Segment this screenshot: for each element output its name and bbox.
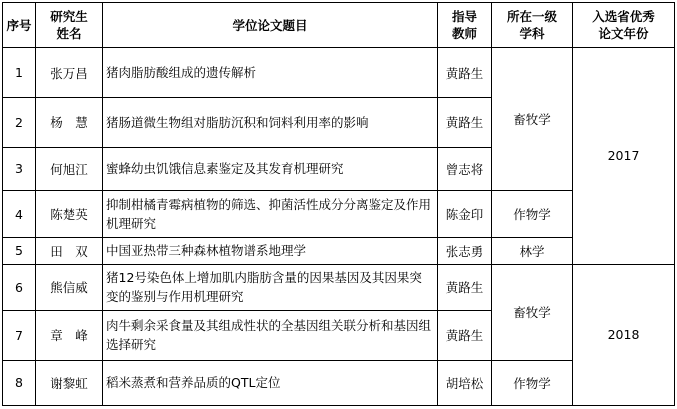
row-thesis-title: 抑制柑橘青霉病植物的筛选、抑菌活性成分分离鉴定及作用机理研究 [103, 190, 438, 237]
header-title: 学位论文题目 [103, 3, 438, 48]
table-row [3, 48, 675, 98]
row-advisor: 曾志将 [438, 147, 492, 190]
discipline-cell: 作物学 [492, 190, 573, 237]
year-cell: 2017 [573, 48, 675, 264]
row-advisor: 黄路生 [438, 48, 492, 98]
row-student-name: 章 峰 [36, 311, 103, 361]
row-no: 2 [3, 97, 36, 147]
row-no: 1 [3, 48, 36, 98]
table-row [3, 264, 675, 310]
row-thesis-title: 蜜蜂幼虫饥饿信息素鉴定及其发育机理研究 [103, 147, 438, 190]
row-no: 8 [3, 360, 36, 405]
header-discipline: 所在一级 学科 [492, 3, 573, 48]
row-thesis-title: 猪肠道微生物组对脂肪沉积和饲料利用率的影响 [103, 97, 438, 147]
header-student: 研究生 姓名 [36, 3, 103, 48]
row-no: 3 [3, 147, 36, 190]
row-advisor: 胡培松 [438, 360, 492, 405]
row-student-name: 陈楚英 [36, 190, 103, 237]
row-thesis-title: 稻米蒸煮和营养品质的QTL定位 [103, 360, 438, 405]
row-student-name: 杨 慧 [36, 97, 103, 147]
row-thesis-title: 猪肉脂肪酸组成的遗传解析 [103, 48, 438, 98]
row-advisor: 黄路生 [438, 311, 492, 361]
row-student-name: 何旭江 [36, 147, 103, 190]
discipline-cell: 作物学 [492, 360, 573, 405]
discipline-cell: 畜牧学 [492, 264, 573, 360]
discipline-cell: 畜牧学 [492, 48, 573, 190]
row-no: 6 [3, 264, 36, 310]
row-thesis-title: 肉牛剩余采食量及其组成性状的全基因组关联分析和基因组选择研究 [103, 311, 438, 361]
row-no: 4 [3, 190, 36, 237]
discipline-cell: 林学 [492, 238, 573, 264]
thesis-table [2, 2, 675, 406]
row-thesis-title: 中国亚热带三种森林植物谱系地理学 [103, 238, 438, 264]
row-no: 5 [3, 238, 36, 264]
row-thesis-title: 猪12号染色体上增加肌内脂肪含量的因果基因及其因果突变的鉴别与作用机理研究 [103, 264, 438, 310]
row-advisor: 张志勇 [438, 238, 492, 264]
header-no: 序号 [3, 3, 36, 48]
header-advisor: 指导 教师 [438, 3, 492, 48]
row-no: 7 [3, 311, 36, 361]
header-year: 入选省优秀 论文年份 [573, 3, 675, 48]
row-student-name: 熊信威 [36, 264, 103, 310]
row-advisor: 陈金印 [438, 190, 492, 237]
row-advisor: 黄路生 [438, 97, 492, 147]
row-student-name: 田 双 [36, 238, 103, 264]
header-row [3, 3, 675, 48]
row-advisor: 黄路生 [438, 264, 492, 310]
year-cell: 2018 [573, 264, 675, 405]
row-student-name: 张万昌 [36, 48, 103, 98]
row-student-name: 谢黎虹 [36, 360, 103, 405]
